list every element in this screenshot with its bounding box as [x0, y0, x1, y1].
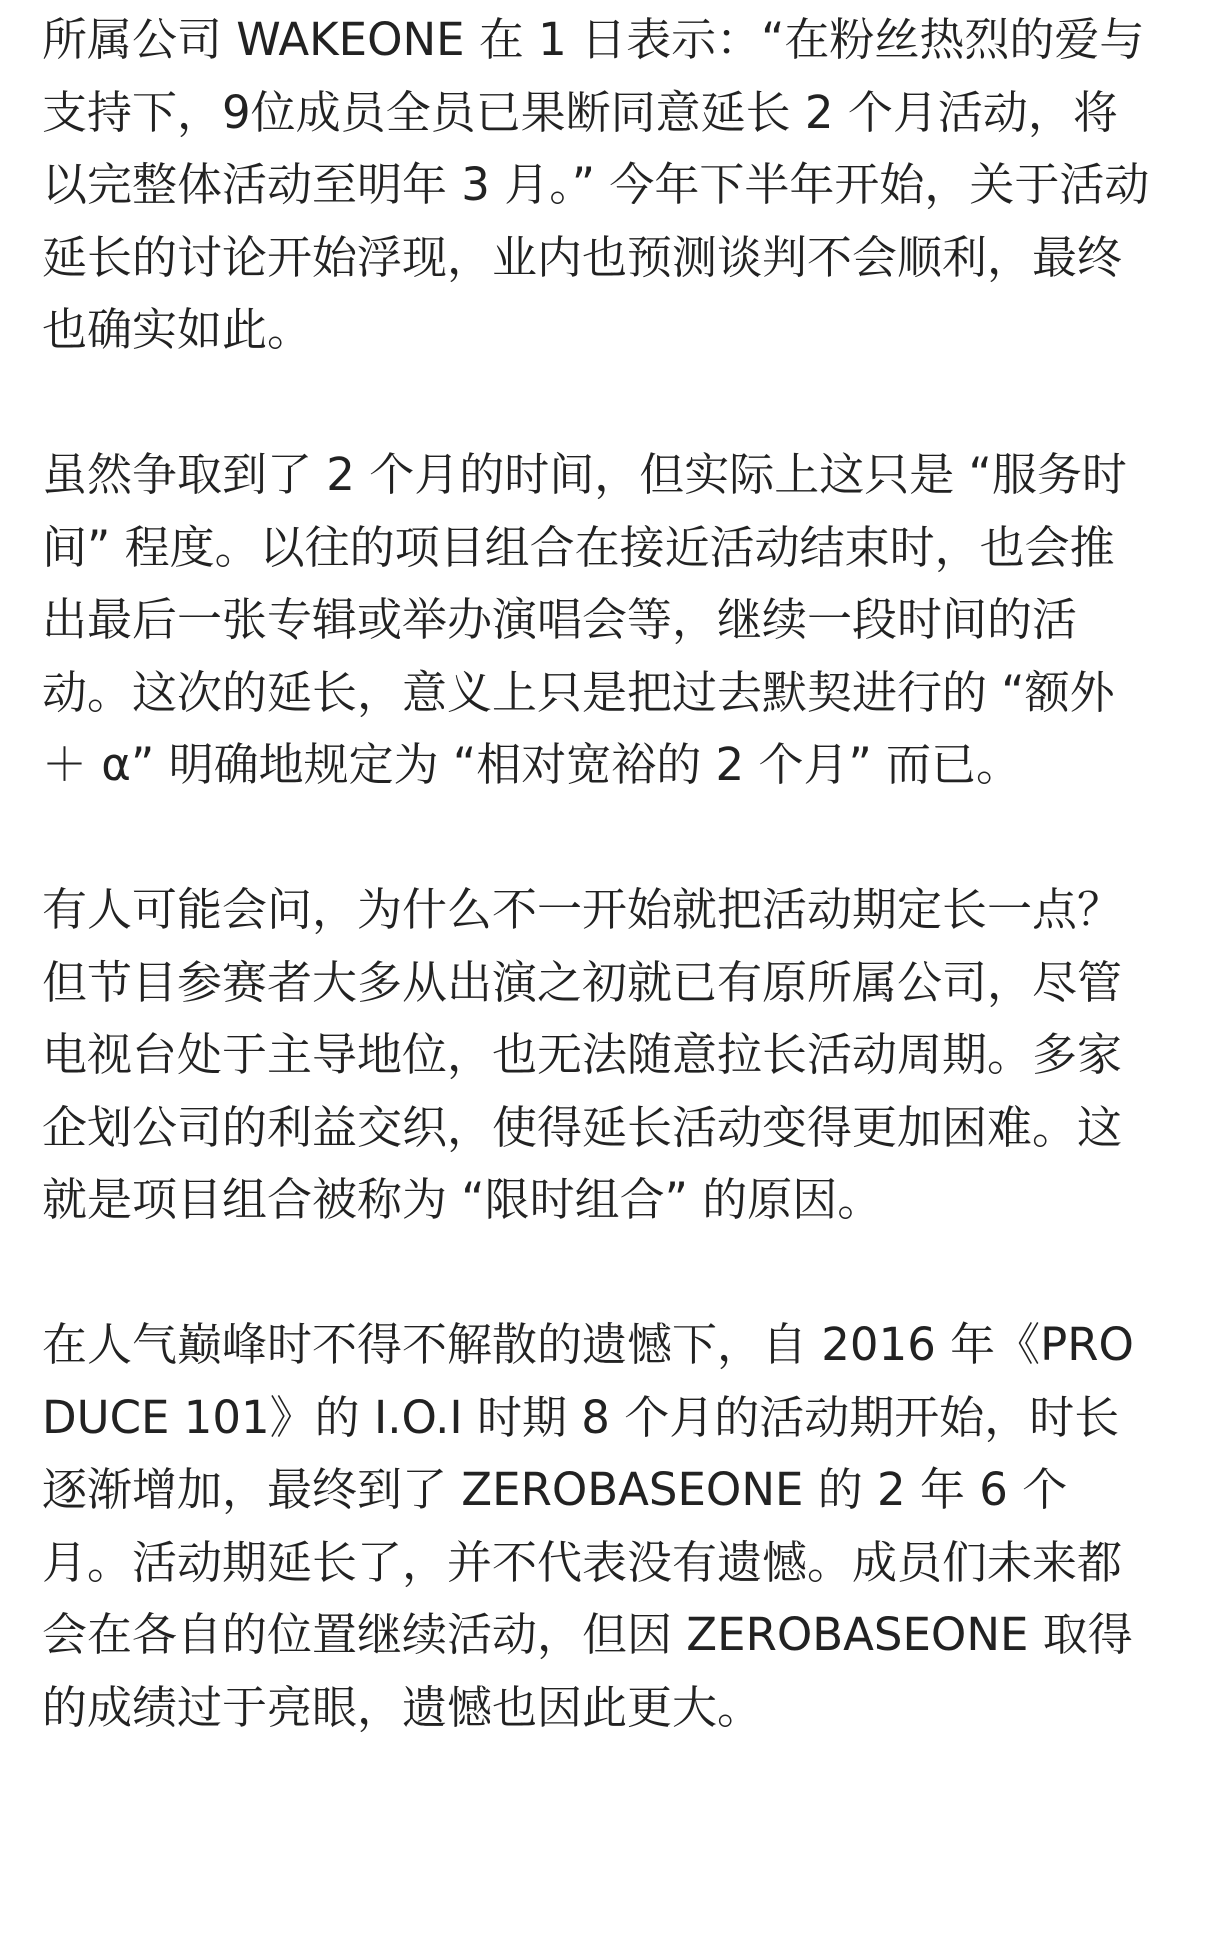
paragraph-regret-conclusion: 在人气巅峰时不得不解散的遗憾下，自 2016 年《PRODUCE 101》的 I.O.I 时期 8 个月的活动期开始，时长逐渐增加，最终到了 ZEROBASEONE 的 2 年 6 个月。活动期延长了，并不代表没有遗憾。成员们未来都会在各自的位置继续活动，但因 ZEROBASEONE 取得的成绩过于亮眼，遗憾也因此更大。 [42, 1318, 1134, 1734]
paragraph-wakeone-announcement: 所属公司 WAKEONE 在 1 日表示：“在粉丝热烈的爱与支持下，9位成员全员已果断同意延长 2 个月活动，将以完整体活动至明年 3 月。” 今年下半年开始，关于活动延长的讨论开始浮现，业内也预测谈判不会顺利，最终也确实如此。 [42, 13, 1150, 356]
paragraph-service-time: 虽然争取到了 2 个月的时间，但实际上这只是 “服务时间” 程度。以往的项目组合在接近活动结束时，也会推出最后一张专辑或举办演唱会等，继续一段时间的活动。这次的延长，意义上只是把过去默契进行的 “额外＋ α” 明确地规定为 “相对宽裕的 2 个月” 而已。 [42, 448, 1127, 791]
paragraph-limited-group-reason: 有人可能会问，为什么不一开始就把活动期定长一点？但节目参赛者大多从出演之初就已有原所属公司，尽管电视台处于主导地位，也无法随意拉长活动周期。多家企划公司的利益交织，使得延长活动变得更加困难。这就是项目组合被称为 “限时组合” 的原因。 [42, 883, 1123, 1226]
